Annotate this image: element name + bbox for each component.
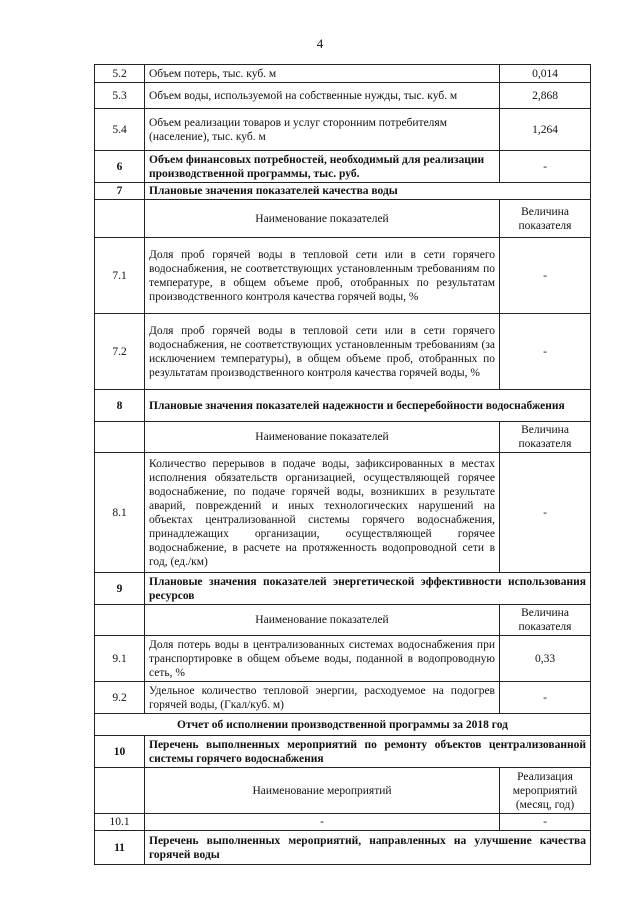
column-header-value: Реализация мероприятий (месяц, год) bbox=[500, 768, 591, 814]
row-value: 0,014 bbox=[500, 65, 591, 83]
row-value: - bbox=[500, 453, 591, 573]
header-row bbox=[95, 605, 591, 636]
row-value: 1,264 bbox=[500, 109, 591, 151]
row-value: - bbox=[500, 238, 591, 314]
row-description: Доля потерь воды в централизованных системах водоснабжения при транспортировке в общем объеме воды, поданной в водопроводную сеть, % bbox=[145, 636, 500, 682]
row-number: 9.1 bbox=[95, 636, 145, 682]
column-header-name: Наименование показателей bbox=[145, 605, 500, 636]
row-description: Объем потерь, тыс. куб. м bbox=[145, 65, 500, 83]
section-number: 8 bbox=[95, 390, 145, 422]
row-description: Доля проб горячей воды в тепловой сети или в сети горячего водоснабжения, не соответствующих установленным требованиям (за исключением температуры), в общем объеме проб, отобранных по результатам производственного контроля качества горячей воды, % bbox=[145, 314, 500, 390]
section-title: Плановые значения показателей энергетической эффективности использования ресурсов bbox=[145, 573, 591, 605]
row-value: 0,33 bbox=[500, 636, 591, 682]
row-number: 5.2 bbox=[95, 65, 145, 83]
row-description: - bbox=[145, 814, 500, 831]
table-row bbox=[95, 109, 591, 151]
page-number: 4 bbox=[316, 36, 324, 51]
section-row bbox=[95, 390, 591, 422]
table-row bbox=[95, 83, 591, 109]
row-number: 8.1 bbox=[95, 453, 145, 573]
section-row bbox=[95, 183, 591, 200]
row-number: 10.1 bbox=[95, 814, 145, 831]
row-number: 9.2 bbox=[95, 682, 145, 714]
column-header-name: Наименование мероприятий bbox=[145, 768, 500, 814]
row-value: - bbox=[500, 151, 591, 183]
column-header-value: Величина показателя bbox=[500, 605, 591, 636]
section-row bbox=[95, 831, 591, 865]
row-description: Доля проб горячей воды в тепловой сети или в сети горячего водоснабжения, не соответствующих установленным требованиям по температуре, в общем объеме проб, отобранных по результатам производственного контроля качества горячей воды, % bbox=[145, 238, 500, 314]
header-row bbox=[95, 200, 591, 238]
section-title: Перечень выполненных мероприятий, направленных на улучшение качества горячей воды bbox=[145, 831, 591, 865]
program-table bbox=[94, 64, 591, 865]
row-value: - bbox=[500, 814, 591, 831]
section-number: 9 bbox=[95, 573, 145, 605]
row-value: - bbox=[500, 314, 591, 390]
report-title: Отчет об исполнении производственной программы за 2018 год bbox=[95, 714, 591, 736]
section-title: Плановые значения показателей надежности и бесперебойности водоснабжения bbox=[145, 390, 591, 422]
section-number: 7 bbox=[95, 183, 145, 200]
row-value: 2,868 bbox=[500, 83, 591, 109]
header-row bbox=[95, 768, 591, 814]
row-number: 7.1 bbox=[95, 238, 145, 314]
column-header-value: Величина показателя bbox=[500, 422, 591, 453]
table-row bbox=[95, 314, 591, 390]
section-number: 11 bbox=[95, 831, 145, 865]
table-row bbox=[95, 814, 591, 831]
row-number: 7.2 bbox=[95, 314, 145, 390]
table-row bbox=[95, 453, 591, 573]
table-row bbox=[95, 151, 591, 183]
table-row bbox=[95, 238, 591, 314]
column-header-name: Наименование показателей bbox=[145, 200, 500, 238]
section-title: Перечень выполненных мероприятий по ремонту объектов централизованной системы горячего водоснабжения bbox=[145, 736, 591, 768]
table-row bbox=[95, 636, 591, 682]
row-value: - bbox=[500, 682, 591, 714]
section-row bbox=[95, 736, 591, 768]
report-title-row bbox=[95, 714, 591, 736]
row-number: 5.3 bbox=[95, 83, 145, 109]
row-description: Объем финансовых потребностей, необходимый для реализации производственной программы, тыс. руб. bbox=[145, 151, 500, 183]
column-header-value: Величина показателя bbox=[500, 200, 591, 238]
section-row bbox=[95, 573, 591, 605]
row-description: Удельное количество тепловой энергии, расходуемое на подогрев горячей воды, (Гкал/куб. м) bbox=[145, 682, 500, 714]
section-number: 10 bbox=[95, 736, 145, 768]
header-row bbox=[95, 422, 591, 453]
row-description: Объем воды, используемой на собственные нужды, тыс. куб. м bbox=[145, 83, 500, 109]
row-number: 5.4 bbox=[95, 109, 145, 151]
table-row bbox=[95, 682, 591, 714]
row-number: 6 bbox=[95, 151, 145, 183]
column-header-name: Наименование показателей bbox=[145, 422, 500, 453]
row-description: Количество перерывов в подаче воды, зафиксированных в местах исполнения обязательств организацией, осуществляющей горячее водоснабжение, по подаче горячей воды, возникших в результате аварий, повреждений и иных технологических нарушений на объектах централизованной системы горячего водоснабжения, принадлежащих организации, осуществляющей горячее водоснабжение, в расчете на протяженность водопроводной сети в год, (ед./км) bbox=[145, 453, 500, 573]
section-title: Плановые значения показателей качества воды bbox=[145, 183, 591, 200]
table-row bbox=[95, 65, 591, 83]
row-description: Объем реализации товаров и услуг сторонним потребителям (население), тыс. куб. м bbox=[145, 109, 500, 151]
